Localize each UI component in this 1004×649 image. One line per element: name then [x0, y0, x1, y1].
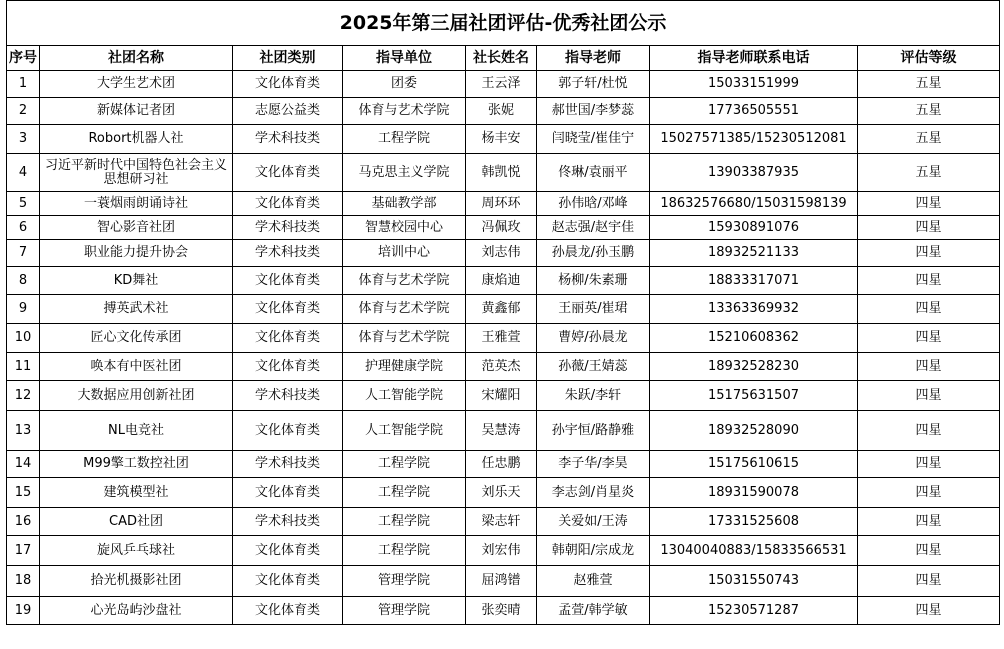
cell-index: 19 [7, 597, 40, 625]
cell-advisor: 赵志强/赵宇佳 [537, 216, 650, 240]
cell-unit: 基础教学部 [343, 192, 466, 216]
cell-index: 16 [7, 508, 40, 536]
cell-unit: 管理学院 [343, 566, 466, 597]
cell-club-name: 建筑模型社 [40, 478, 233, 508]
table-row [7, 536, 1000, 566]
cell-advisor: 朱跃/李轩 [537, 381, 650, 411]
cell-category: 学术科技类 [233, 508, 343, 536]
cell-phone: 18833317071 [650, 267, 858, 295]
cell-president: 张妮 [466, 98, 537, 125]
cell-index: 3 [7, 125, 40, 154]
cell-club-name: Robort机器人社 [40, 125, 233, 154]
cell-category: 文化体育类 [233, 597, 343, 625]
cell-president: 黄鑫郁 [466, 295, 537, 324]
cell-index: 6 [7, 216, 40, 240]
cell-president: 刘志伟 [466, 240, 537, 267]
cell-unit: 体育与艺术学院 [343, 98, 466, 125]
page-title: 2025年第三届社团评估-优秀社团公示 [7, 1, 1000, 46]
cell-president: 刘宏伟 [466, 536, 537, 566]
table-row [7, 353, 1000, 381]
table-row [7, 295, 1000, 324]
cell-category: 文化体育类 [233, 411, 343, 451]
cell-advisor: 闫晓莹/崔佳宁 [537, 125, 650, 154]
header-unit: 指导单位 [343, 46, 466, 71]
cell-club-name: M99擎工数控社团 [40, 451, 233, 478]
cell-president: 宋耀阳 [466, 381, 537, 411]
cell-rating: 五星 [858, 71, 1000, 98]
table-row [7, 324, 1000, 353]
cell-rating: 四星 [858, 508, 1000, 536]
cell-president: 杨丰安 [466, 125, 537, 154]
cell-advisor: 杨柳/朱素珊 [537, 267, 650, 295]
cell-phone: 17331525608 [650, 508, 858, 536]
cell-club-name: 大数据应用创新社团 [40, 381, 233, 411]
cell-rating: 四星 [858, 240, 1000, 267]
cell-unit: 体育与艺术学院 [343, 267, 466, 295]
cell-advisor: 赵雅萱 [537, 566, 650, 597]
cell-index: 4 [7, 154, 40, 192]
cell-president: 张奕晴 [466, 597, 537, 625]
cell-rating: 四星 [858, 353, 1000, 381]
cell-president: 王雅萱 [466, 324, 537, 353]
cell-category: 文化体育类 [233, 478, 343, 508]
cell-index: 14 [7, 451, 40, 478]
cell-club-name: 一蓑烟雨朗诵诗社 [40, 192, 233, 216]
cell-phone: 18932521133 [650, 240, 858, 267]
table-row [7, 411, 1000, 451]
header-advisor: 指导老师 [537, 46, 650, 71]
cell-advisor: 郝世国/李梦蕊 [537, 98, 650, 125]
cell-club-name: 职业能力提升协会 [40, 240, 233, 267]
cell-index: 1 [7, 71, 40, 98]
cell-president: 冯佩玫 [466, 216, 537, 240]
cell-phone: 15031550743 [650, 566, 858, 597]
cell-club-name: 搏英武术社 [40, 295, 233, 324]
cell-advisor: 孙伟晗/邓峰 [537, 192, 650, 216]
cell-advisor: 孙晨龙/孙玉鹏 [537, 240, 650, 267]
cell-unit: 护理健康学院 [343, 353, 466, 381]
header-phone: 指导老师联系电话 [650, 46, 858, 71]
cell-president: 范英杰 [466, 353, 537, 381]
header-club-name: 社团名称 [40, 46, 233, 71]
cell-index: 8 [7, 267, 40, 295]
table-row [7, 566, 1000, 597]
cell-category: 文化体育类 [233, 192, 343, 216]
table-row [7, 125, 1000, 154]
cell-unit: 人工智能学院 [343, 381, 466, 411]
header-category: 社团类别 [233, 46, 343, 71]
cell-advisor: 李志剑/肖星炎 [537, 478, 650, 508]
cell-unit: 人工智能学院 [343, 411, 466, 451]
cell-rating: 四星 [858, 381, 1000, 411]
cell-rating: 五星 [858, 125, 1000, 154]
cell-index: 15 [7, 478, 40, 508]
table-row [7, 267, 1000, 295]
cell-club-name: 旋风乒乓球社 [40, 536, 233, 566]
table-row [7, 240, 1000, 267]
header-index: 序号 [7, 46, 40, 71]
cell-category: 文化体育类 [233, 71, 343, 98]
table-row [7, 597, 1000, 625]
cell-rating: 四星 [858, 192, 1000, 216]
cell-unit: 马克思主义学院 [343, 154, 466, 192]
cell-phone: 17736505551 [650, 98, 858, 125]
cell-category: 文化体育类 [233, 295, 343, 324]
table-row [7, 71, 1000, 98]
cell-phone: 15033151999 [650, 71, 858, 98]
cell-advisor: 佟琳/袁丽平 [537, 154, 650, 192]
cell-advisor: 韩朝阳/宗成龙 [537, 536, 650, 566]
cell-category: 文化体育类 [233, 566, 343, 597]
cell-unit: 工程学院 [343, 478, 466, 508]
cell-club-name: 匠心文化传承团 [40, 324, 233, 353]
cell-president: 屈鸿镨 [466, 566, 537, 597]
table-row [7, 216, 1000, 240]
cell-unit: 工程学院 [343, 451, 466, 478]
header-president: 社长姓名 [466, 46, 537, 71]
cell-phone: 13040040883/15833566531 [650, 536, 858, 566]
cell-index: 2 [7, 98, 40, 125]
cell-advisor: 关爱如/王涛 [537, 508, 650, 536]
cell-index: 11 [7, 353, 40, 381]
cell-rating: 四星 [858, 478, 1000, 508]
cell-category: 学术科技类 [233, 240, 343, 267]
cell-rating: 四星 [858, 411, 1000, 451]
table-body [7, 71, 1000, 625]
cell-unit: 培训中心 [343, 240, 466, 267]
cell-rating: 四星 [858, 295, 1000, 324]
cell-president: 王云泽 [466, 71, 537, 98]
cell-phone: 15027571385/15230512081 [650, 125, 858, 154]
cell-rating: 四星 [858, 536, 1000, 566]
cell-index: 5 [7, 192, 40, 216]
cell-category: 志愿公益类 [233, 98, 343, 125]
cell-category: 文化体育类 [233, 154, 343, 192]
cell-club-name: 新媒体记者团 [40, 98, 233, 125]
cell-phone: 18931590078 [650, 478, 858, 508]
cell-unit: 管理学院 [343, 597, 466, 625]
spreadsheet [6, 0, 999, 649]
cell-club-name: CAD社团 [40, 508, 233, 536]
cell-phone: 13903387935 [650, 154, 858, 192]
cell-president: 周环环 [466, 192, 537, 216]
header-rating: 评估等级 [858, 46, 1000, 71]
cell-phone: 18632576680/15031598139 [650, 192, 858, 216]
cell-president: 梁志轩 [466, 508, 537, 536]
cell-phone: 15175610615 [650, 451, 858, 478]
cell-category: 学术科技类 [233, 381, 343, 411]
cell-advisor: 王丽英/崔珺 [537, 295, 650, 324]
cell-rating: 五星 [858, 98, 1000, 125]
cell-unit: 工程学院 [343, 125, 466, 154]
cell-unit: 团委 [343, 71, 466, 98]
cell-club-name: 心光岛屿沙盘社 [40, 597, 233, 625]
cell-category: 学术科技类 [233, 216, 343, 240]
cell-advisor: 孟萱/韩学敏 [537, 597, 650, 625]
cell-president: 韩凯悦 [466, 154, 537, 192]
cell-unit: 工程学院 [343, 536, 466, 566]
cell-advisor: 李子华/李昊 [537, 451, 650, 478]
cell-category: 文化体育类 [233, 267, 343, 295]
table-row [7, 192, 1000, 216]
cell-index: 12 [7, 381, 40, 411]
cell-president: 任忠鹏 [466, 451, 537, 478]
cell-index: 18 [7, 566, 40, 597]
cell-phone: 18932528090 [650, 411, 858, 451]
cell-index: 10 [7, 324, 40, 353]
cell-phone: 15175631507 [650, 381, 858, 411]
cell-index: 9 [7, 295, 40, 324]
table-row [7, 508, 1000, 536]
cell-rating: 四星 [858, 451, 1000, 478]
cell-unit: 体育与艺术学院 [343, 324, 466, 353]
table-row [7, 478, 1000, 508]
cell-club-name: 唤本有中医社团 [40, 353, 233, 381]
cell-index: 13 [7, 411, 40, 451]
cell-rating: 四星 [858, 597, 1000, 625]
cell-advisor: 孙薇/王婧蕊 [537, 353, 650, 381]
cell-club-name: 拾光机摄影社团 [40, 566, 233, 597]
cell-rating: 四星 [858, 267, 1000, 295]
cell-category: 文化体育类 [233, 324, 343, 353]
cell-unit: 体育与艺术学院 [343, 295, 466, 324]
club-table [6, 0, 1000, 625]
cell-unit: 工程学院 [343, 508, 466, 536]
cell-category: 学术科技类 [233, 451, 343, 478]
cell-advisor: 郭子轩/杜悦 [537, 71, 650, 98]
cell-advisor: 曹婷/孙晨龙 [537, 324, 650, 353]
cell-phone: 15210608362 [650, 324, 858, 353]
cell-unit: 智慧校园中心 [343, 216, 466, 240]
cell-phone: 18932528230 [650, 353, 858, 381]
cell-category: 文化体育类 [233, 353, 343, 381]
cell-phone: 15930891076 [650, 216, 858, 240]
cell-club-name: NL电竞社 [40, 411, 233, 451]
cell-phone: 15230571287 [650, 597, 858, 625]
cell-rating: 四星 [858, 566, 1000, 597]
cell-club-name: KD舞社 [40, 267, 233, 295]
table-row [7, 381, 1000, 411]
cell-index: 17 [7, 536, 40, 566]
cell-rating: 五星 [858, 154, 1000, 192]
cell-president: 康焰迪 [466, 267, 537, 295]
table-row [7, 98, 1000, 125]
cell-category: 文化体育类 [233, 536, 343, 566]
table-row [7, 451, 1000, 478]
cell-rating: 四星 [858, 216, 1000, 240]
header-row [7, 46, 1000, 71]
cell-index: 7 [7, 240, 40, 267]
cell-club-name: 习近平新时代中国特色社会主义思想研习社 [40, 154, 233, 192]
cell-club-name: 智心影音社团 [40, 216, 233, 240]
cell-president: 吴慧涛 [466, 411, 537, 451]
cell-club-name: 大学生艺术团 [40, 71, 233, 98]
cell-advisor: 孙宇恒/路静雅 [537, 411, 650, 451]
table-row [7, 154, 1000, 192]
cell-phone: 13363369932 [650, 295, 858, 324]
cell-president: 刘乐天 [466, 478, 537, 508]
cell-category: 学术科技类 [233, 125, 343, 154]
cell-rating: 四星 [858, 324, 1000, 353]
